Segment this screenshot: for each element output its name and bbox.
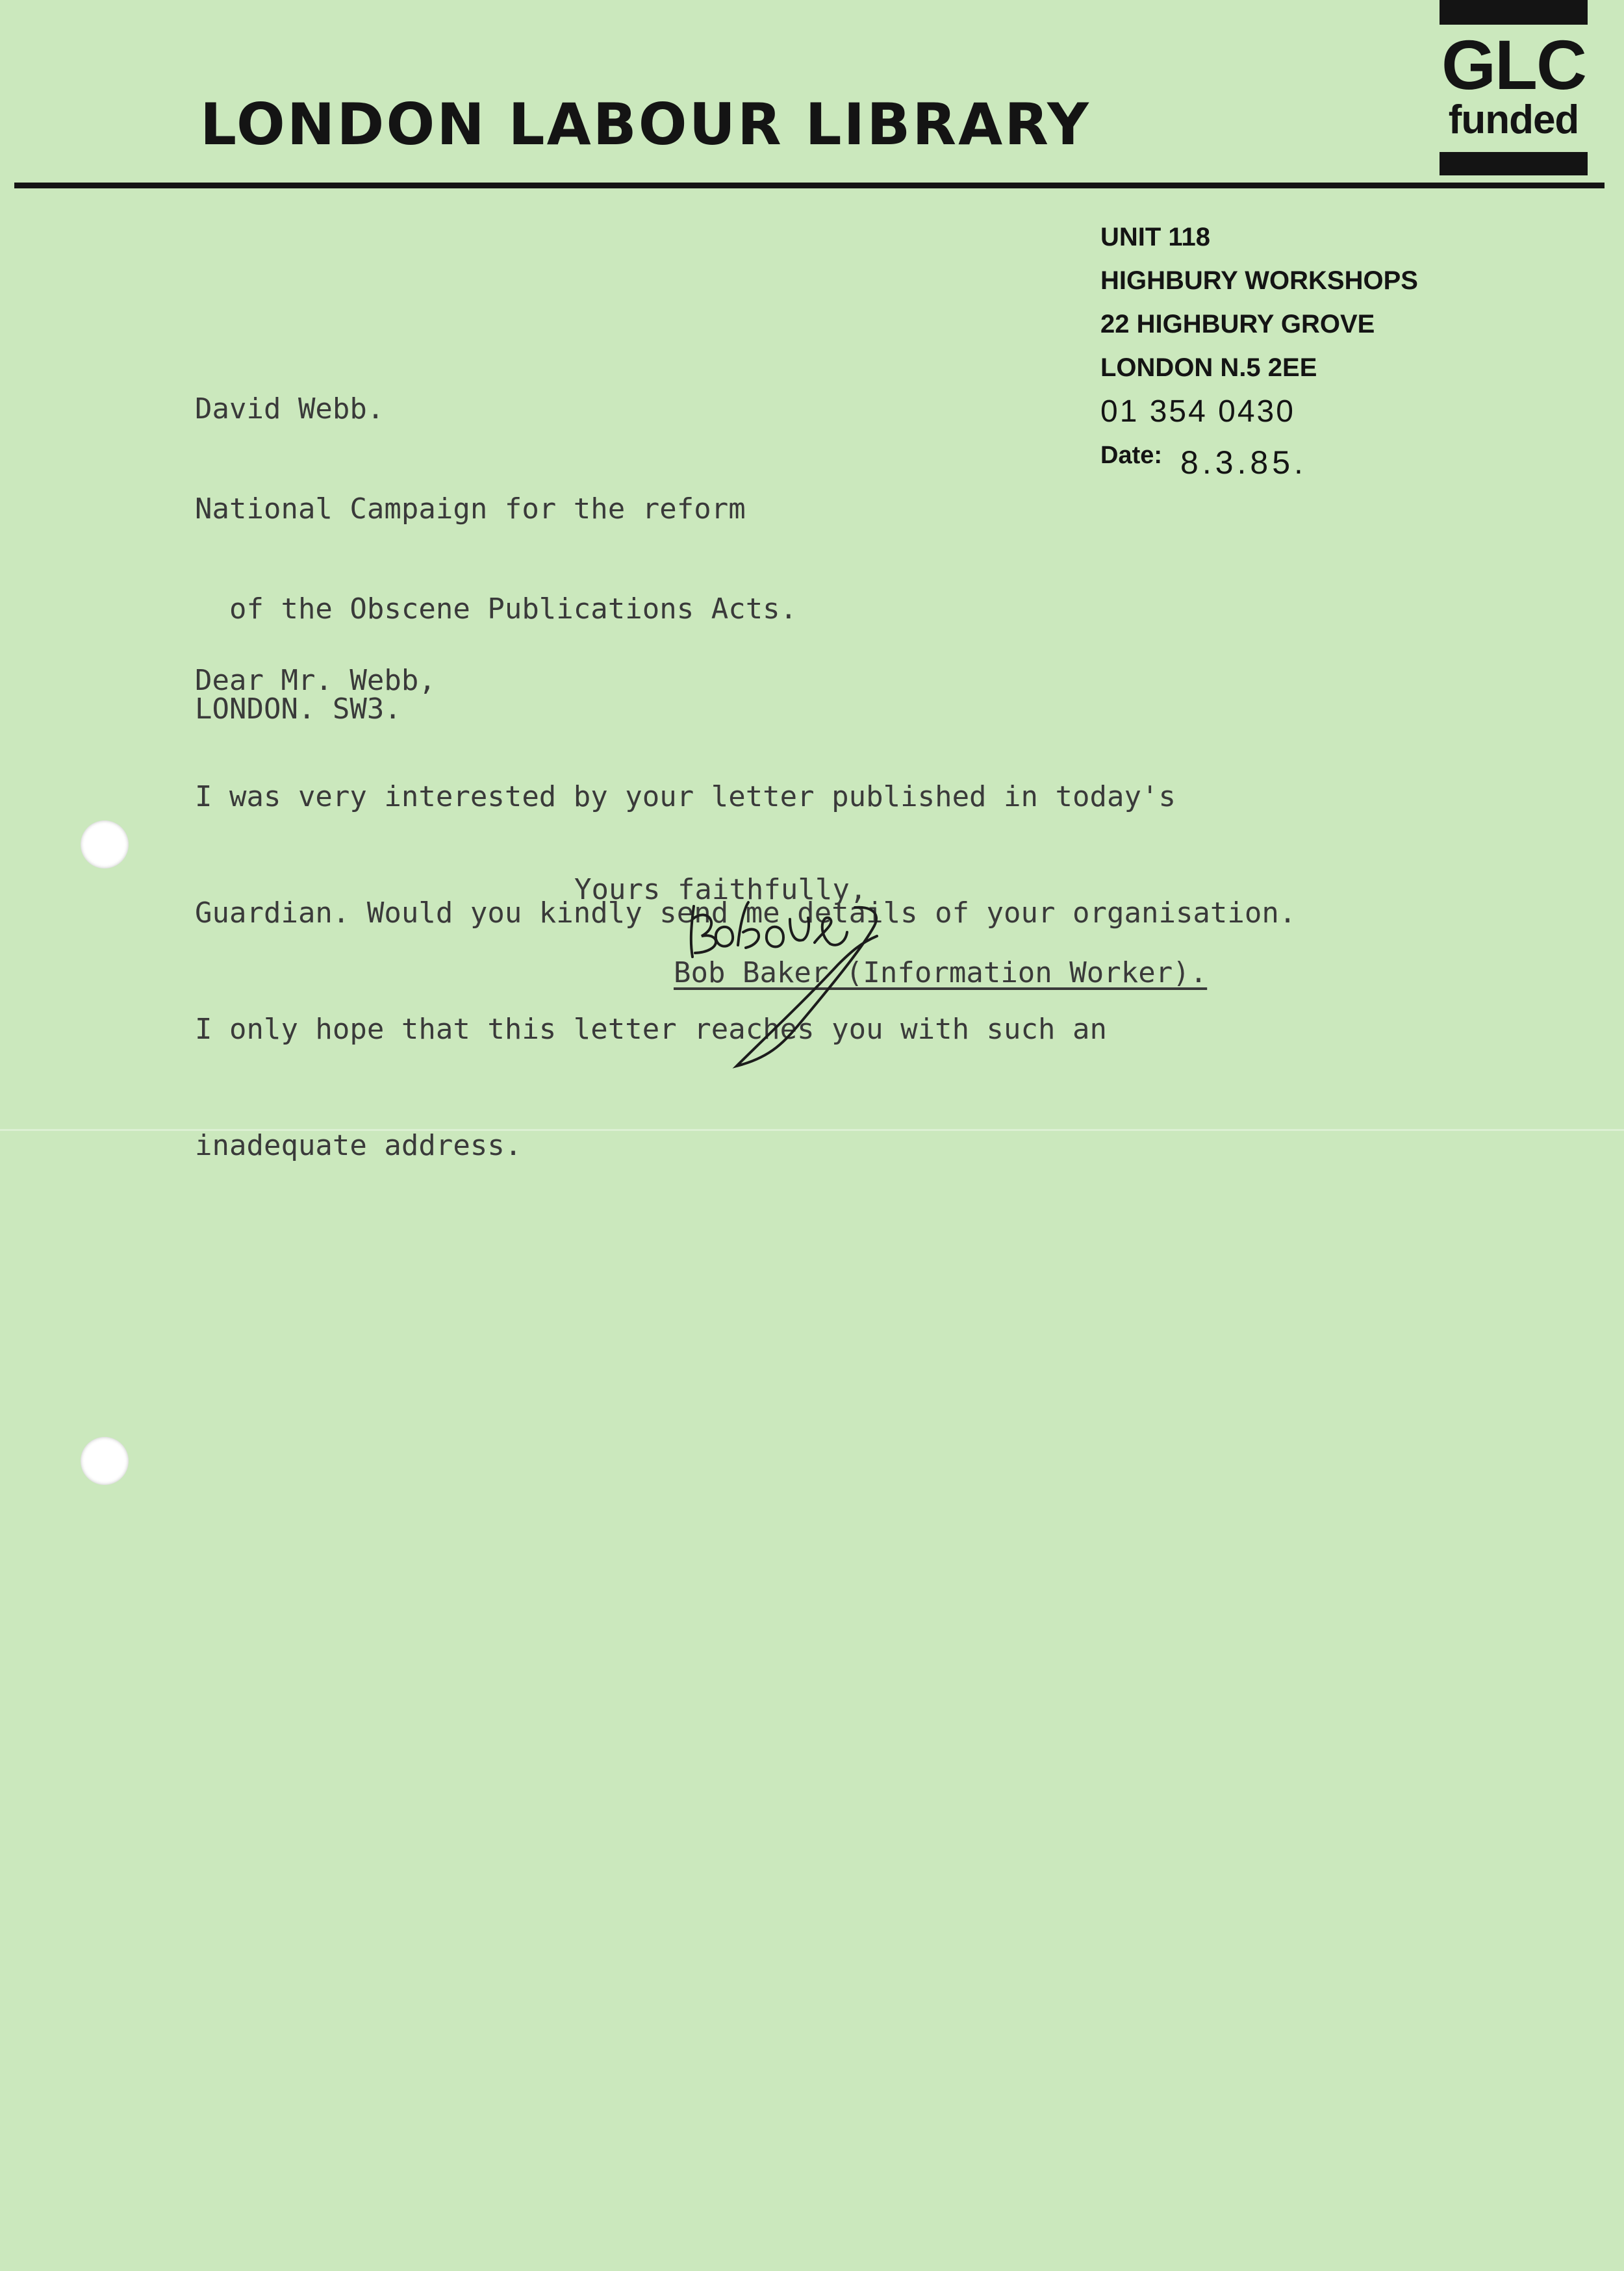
address-line: HIGHBURY WORKSHOPS <box>1100 266 1418 295</box>
paper-fold <box>0 1129 1624 1131</box>
address-line: UNIT 118 <box>1100 223 1210 251</box>
date-value: 8.3.85. <box>1180 444 1307 481</box>
glc-funded-badge <box>1440 0 1588 177</box>
badge-funded-text: funded <box>1448 97 1579 142</box>
recipient-line: of the Obscene Publications Acts. <box>195 592 798 626</box>
letterhead-title: LONDON LABOUR LIBRARY <box>200 91 1091 158</box>
address-line: 22 HIGHBURY GROVE <box>1100 310 1375 338</box>
punch-hole <box>81 1437 129 1485</box>
handwritten-signature <box>676 880 896 1075</box>
address-line: LONDON N.5 2EE <box>1100 353 1317 382</box>
recipient-line: LONDON. SW3. <box>195 692 401 726</box>
letterhead-rule <box>14 183 1605 188</box>
body-line: inadequate address. <box>195 1129 522 1162</box>
badge-bottom-bar <box>1440 152 1588 175</box>
salutation: Dear Mr. Webb, <box>195 664 436 697</box>
signatory-name: Bob Baker (Information Worker). <box>674 956 1208 989</box>
badge-top-bar <box>1440 0 1588 25</box>
phone-number: 01 354 0430 <box>1100 394 1295 429</box>
valediction: Yours faithfully, <box>574 873 867 906</box>
date-row <box>1100 433 1418 481</box>
date-label: Date: <box>1100 442 1163 469</box>
body-line: I was very interested by your letter published in today's <box>195 780 1176 813</box>
body-line: Guardian. Would you kindly send me details of your organisation. <box>195 896 1297 930</box>
body-line: I only hope that this letter reaches you with such an <box>195 1013 1107 1046</box>
sender-address <box>1100 216 1418 481</box>
recipient-line: National Campaign for the reform <box>195 492 746 526</box>
badge-glc-text: GLC <box>1441 25 1586 104</box>
punch-hole <box>81 820 129 869</box>
recipient-line: David Webb. <box>195 392 385 425</box>
